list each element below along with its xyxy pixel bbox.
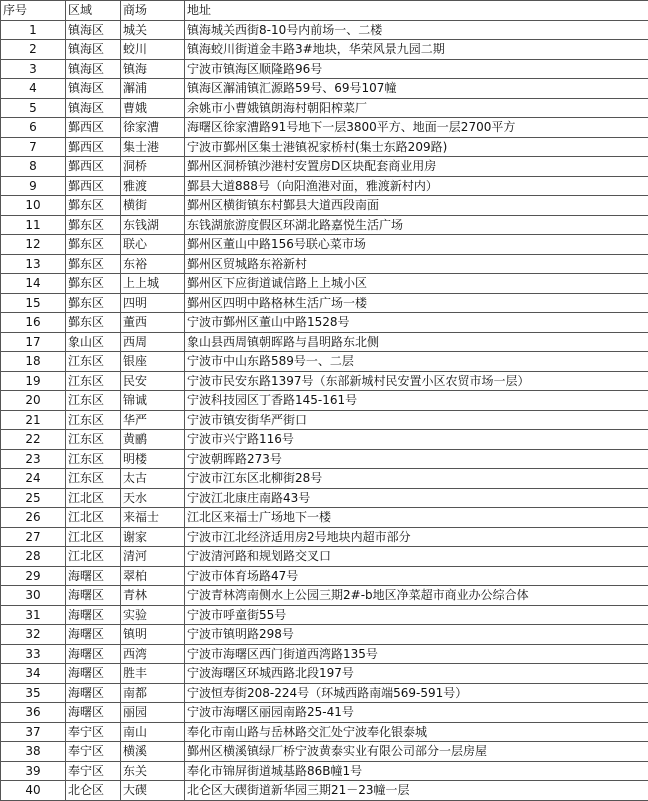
cell-mall: 银座 bbox=[121, 352, 185, 372]
cell-address: 宁波清河路和规划路交叉口 bbox=[185, 547, 648, 567]
cell-index: 7 bbox=[1, 137, 66, 157]
table-row bbox=[1, 683, 648, 703]
cell-district: 海曙区 bbox=[66, 586, 121, 606]
cell-address: 余姚市小曹娥镇朗海村朝阳榨菜厂 bbox=[185, 98, 648, 118]
cell-index: 27 bbox=[1, 527, 66, 547]
cell-address: 鄞州区洞桥镇沙港村安置房D区块配套商业用房 bbox=[185, 157, 648, 177]
cell-address: 镇海蛟川街道金丰路3#地块，华荣风景九园二期 bbox=[185, 40, 648, 60]
cell-mall: 来福士 bbox=[121, 508, 185, 528]
cell-index: 2 bbox=[1, 40, 66, 60]
cell-district: 江东区 bbox=[66, 449, 121, 469]
cell-district: 江东区 bbox=[66, 371, 121, 391]
cell-address: 宁波科技园区丁香路145-161号 bbox=[185, 391, 648, 411]
cell-mall: 董西 bbox=[121, 313, 185, 333]
cell-district: 镇海区 bbox=[66, 59, 121, 79]
table-row bbox=[1, 703, 648, 723]
table-row bbox=[1, 157, 648, 177]
cell-address: 宁波市海曙区西门街道西湾路135号 bbox=[185, 644, 648, 664]
cell-mall: 实验 bbox=[121, 605, 185, 625]
cell-address: 宁波市江北经济适用房2号地块内超市部分 bbox=[185, 527, 648, 547]
cell-mall: 东裕 bbox=[121, 254, 185, 274]
cell-address: 宁波市江东区北柳街28号 bbox=[185, 469, 648, 489]
cell-mall: 西湾 bbox=[121, 644, 185, 664]
cell-address: 象山县西周镇朝晖路与昌明路东北侧 bbox=[185, 332, 648, 352]
cell-index: 13 bbox=[1, 254, 66, 274]
cell-index: 6 bbox=[1, 118, 66, 138]
cell-mall: 南都 bbox=[121, 683, 185, 703]
cell-index: 39 bbox=[1, 761, 66, 781]
cell-address: 宁波市海曙区丽园南路25-41号 bbox=[185, 703, 648, 723]
cell-district: 鄞东区 bbox=[66, 274, 121, 294]
cell-index: 8 bbox=[1, 157, 66, 177]
table-row bbox=[1, 547, 648, 567]
cell-district: 镇海区 bbox=[66, 79, 121, 99]
table-row bbox=[1, 605, 648, 625]
cell-mall: 徐家漕 bbox=[121, 118, 185, 138]
cell-district: 镇海区 bbox=[66, 40, 121, 60]
cell-district: 海曙区 bbox=[66, 703, 121, 723]
cell-address: 奉化市锦屏街道城基路86B幢1号 bbox=[185, 761, 648, 781]
cell-index: 23 bbox=[1, 449, 66, 469]
table-row bbox=[1, 625, 648, 645]
cell-mall: 华严 bbox=[121, 410, 185, 430]
cell-index: 21 bbox=[1, 410, 66, 430]
table-row bbox=[1, 215, 648, 235]
cell-mall: 丽园 bbox=[121, 703, 185, 723]
cell-index: 4 bbox=[1, 79, 66, 99]
cell-district: 海曙区 bbox=[66, 664, 121, 684]
header-row bbox=[1, 1, 648, 21]
cell-address: 海曙区徐家漕路91号地下一层3800平方、地面一层2700平方 bbox=[185, 118, 648, 138]
cell-mall: 胜丰 bbox=[121, 664, 185, 684]
table-row bbox=[1, 391, 648, 411]
cell-address: 宁波市镇明路298号 bbox=[185, 625, 648, 645]
cell-mall: 城关 bbox=[121, 20, 185, 40]
cell-index: 9 bbox=[1, 176, 66, 196]
cell-mall: 清河 bbox=[121, 547, 185, 567]
cell-index: 31 bbox=[1, 605, 66, 625]
table-row bbox=[1, 59, 648, 79]
cell-address: 北仑区大碶街道新华园三期21－23幢一层 bbox=[185, 781, 648, 801]
cell-index: 32 bbox=[1, 625, 66, 645]
cell-district: 奉宁区 bbox=[66, 742, 121, 762]
cell-index: 37 bbox=[1, 722, 66, 742]
cell-mall: 西周 bbox=[121, 332, 185, 352]
table-row bbox=[1, 527, 648, 547]
cell-address: 宁波市鄞州区董山中路1528号 bbox=[185, 313, 648, 333]
table-row bbox=[1, 176, 648, 196]
cell-address: 宁波市呼童街55号 bbox=[185, 605, 648, 625]
cell-address: 镇海区澥浦镇汇源路59号、69号107幢 bbox=[185, 79, 648, 99]
cell-address: 宁波恒寿街208-224号（环城西路南端569-591号） bbox=[185, 683, 648, 703]
cell-address: 宁波海曙区环城西路北段197号 bbox=[185, 664, 648, 684]
cell-address: 镇海城关西街8-10号内前场一、二楼 bbox=[185, 20, 648, 40]
table-row bbox=[1, 40, 648, 60]
cell-address: 宁波市体育场路47号 bbox=[185, 566, 648, 586]
cell-district: 江北区 bbox=[66, 547, 121, 567]
cell-district: 鄞西区 bbox=[66, 176, 121, 196]
cell-district: 奉宁区 bbox=[66, 761, 121, 781]
cell-index: 30 bbox=[1, 586, 66, 606]
table-row bbox=[1, 79, 648, 99]
cell-district: 镇海区 bbox=[66, 98, 121, 118]
cell-district: 北仑区 bbox=[66, 781, 121, 801]
table-row bbox=[1, 449, 648, 469]
cell-address: 鄞州区董山中路156号联心菜市场 bbox=[185, 235, 648, 255]
cell-district: 鄞西区 bbox=[66, 137, 121, 157]
header-index: 序号 bbox=[1, 1, 66, 21]
cell-district: 鄞东区 bbox=[66, 215, 121, 235]
cell-address: 宁波市镇安街华严街口 bbox=[185, 410, 648, 430]
cell-mall: 镇明 bbox=[121, 625, 185, 645]
cell-index: 36 bbox=[1, 703, 66, 723]
cell-district: 海曙区 bbox=[66, 644, 121, 664]
cell-index: 24 bbox=[1, 469, 66, 489]
table-row bbox=[1, 20, 648, 40]
cell-district: 鄞西区 bbox=[66, 118, 121, 138]
table-row bbox=[1, 371, 648, 391]
table-row bbox=[1, 430, 648, 450]
cell-mall: 翠柏 bbox=[121, 566, 185, 586]
table-row bbox=[1, 742, 648, 762]
cell-mall: 民安 bbox=[121, 371, 185, 391]
cell-address: 宁波市鄞州区集士港镇祝家桥村(集士东路209路) bbox=[185, 137, 648, 157]
cell-district: 鄞东区 bbox=[66, 235, 121, 255]
cell-index: 35 bbox=[1, 683, 66, 703]
header-district: 区域 bbox=[66, 1, 121, 21]
cell-address: 鄞县大道888号（向阳渔港对面，雅渡新村内） bbox=[185, 176, 648, 196]
cell-address: 鄞州区横街镇东村鄞县大道西段南面 bbox=[185, 196, 648, 216]
cell-district: 江东区 bbox=[66, 352, 121, 372]
cell-address: 东钱湖旅游度假区环湖北路嘉悦生活广场 bbox=[185, 215, 648, 235]
cell-mall: 上上城 bbox=[121, 274, 185, 294]
table-row bbox=[1, 274, 648, 294]
cell-mall: 洞桥 bbox=[121, 157, 185, 177]
cell-address: 宁波市民安东路1397号（东部新城村民安置小区农贸市场一层） bbox=[185, 371, 648, 391]
cell-mall: 天水 bbox=[121, 488, 185, 508]
cell-address: 宁波市兴宁路116号 bbox=[185, 430, 648, 450]
cell-mall: 镇海 bbox=[121, 59, 185, 79]
cell-mall: 集士港 bbox=[121, 137, 185, 157]
cell-index: 14 bbox=[1, 274, 66, 294]
cell-district: 海曙区 bbox=[66, 605, 121, 625]
cell-address: 宁波江北康庄南路43号 bbox=[185, 488, 648, 508]
cell-mall: 明楼 bbox=[121, 449, 185, 469]
table-row bbox=[1, 761, 648, 781]
cell-district: 海曙区 bbox=[66, 566, 121, 586]
cell-district: 鄞东区 bbox=[66, 293, 121, 313]
cell-index: 29 bbox=[1, 566, 66, 586]
table-row bbox=[1, 469, 648, 489]
cell-index: 19 bbox=[1, 371, 66, 391]
table-row bbox=[1, 196, 648, 216]
cell-index: 10 bbox=[1, 196, 66, 216]
cell-address: 宁波朝晖路273号 bbox=[185, 449, 648, 469]
table-row bbox=[1, 293, 648, 313]
cell-mall: 太古 bbox=[121, 469, 185, 489]
cell-index: 38 bbox=[1, 742, 66, 762]
table-row bbox=[1, 410, 648, 430]
table-row bbox=[1, 332, 648, 352]
cell-mall: 东钱湖 bbox=[121, 215, 185, 235]
cell-mall: 雅渡 bbox=[121, 176, 185, 196]
cell-address: 奉化市南山路与岳林路交汇处宁波奉化银泰城 bbox=[185, 722, 648, 742]
cell-district: 鄞东区 bbox=[66, 196, 121, 216]
cell-index: 16 bbox=[1, 313, 66, 333]
table-row bbox=[1, 254, 648, 274]
cell-district: 海曙区 bbox=[66, 625, 121, 645]
table-row bbox=[1, 644, 648, 664]
cell-index: 25 bbox=[1, 488, 66, 508]
cell-address: 鄞州区横溪镇绿厂桥宁波黄泰实业有限公司部分一层房屋 bbox=[185, 742, 648, 762]
cell-index: 28 bbox=[1, 547, 66, 567]
cell-mall: 青林 bbox=[121, 586, 185, 606]
cell-address: 宁波青林湾南侧水上公园三期2#-b地区净菜超市商业办公综合体 bbox=[185, 586, 648, 606]
cell-index: 12 bbox=[1, 235, 66, 255]
cell-mall: 横溪 bbox=[121, 742, 185, 762]
header-address: 地址 bbox=[185, 1, 648, 21]
header-mall: 商场 bbox=[121, 1, 185, 21]
cell-district: 江东区 bbox=[66, 410, 121, 430]
cell-index: 17 bbox=[1, 332, 66, 352]
cell-mall: 南山 bbox=[121, 722, 185, 742]
cell-mall: 澥浦 bbox=[121, 79, 185, 99]
table-row bbox=[1, 508, 648, 528]
cell-mall: 黄鹂 bbox=[121, 430, 185, 450]
table-body bbox=[1, 20, 648, 800]
cell-index: 3 bbox=[1, 59, 66, 79]
cell-mall: 联心 bbox=[121, 235, 185, 255]
table-row bbox=[1, 722, 648, 742]
table-row bbox=[1, 586, 648, 606]
cell-mall: 锦诚 bbox=[121, 391, 185, 411]
cell-district: 鄞东区 bbox=[66, 254, 121, 274]
cell-mall: 横街 bbox=[121, 196, 185, 216]
cell-index: 34 bbox=[1, 664, 66, 684]
cell-district: 江东区 bbox=[66, 391, 121, 411]
cell-address: 宁波市中山东路589号一、二层 bbox=[185, 352, 648, 372]
cell-address: 鄞州区贸城路东裕新村 bbox=[185, 254, 648, 274]
cell-mall: 四明 bbox=[121, 293, 185, 313]
table-row bbox=[1, 664, 648, 684]
cell-mall: 大碶 bbox=[121, 781, 185, 801]
cell-district: 江东区 bbox=[66, 430, 121, 450]
cell-district: 江北区 bbox=[66, 488, 121, 508]
cell-district: 镇海区 bbox=[66, 20, 121, 40]
table-row bbox=[1, 313, 648, 333]
cell-district: 海曙区 bbox=[66, 683, 121, 703]
cell-index: 33 bbox=[1, 644, 66, 664]
cell-district: 江东区 bbox=[66, 469, 121, 489]
cell-address: 江北区来福士广场地下一楼 bbox=[185, 508, 648, 528]
table-row bbox=[1, 235, 648, 255]
cell-index: 11 bbox=[1, 215, 66, 235]
cell-district: 象山区 bbox=[66, 332, 121, 352]
table-row bbox=[1, 566, 648, 586]
cell-mall: 谢家 bbox=[121, 527, 185, 547]
cell-index: 15 bbox=[1, 293, 66, 313]
cell-address: 宁波市镇海区顺隆路96号 bbox=[185, 59, 648, 79]
cell-mall: 东关 bbox=[121, 761, 185, 781]
cell-index: 22 bbox=[1, 430, 66, 450]
cell-index: 5 bbox=[1, 98, 66, 118]
cell-index: 26 bbox=[1, 508, 66, 528]
cell-mall: 曹娥 bbox=[121, 98, 185, 118]
table-row bbox=[1, 352, 648, 372]
cell-address: 鄞州区四明中路格林生活广场一楼 bbox=[185, 293, 648, 313]
cell-district: 江北区 bbox=[66, 527, 121, 547]
table-row bbox=[1, 118, 648, 138]
table-row bbox=[1, 137, 648, 157]
cell-mall: 蛟川 bbox=[121, 40, 185, 60]
cell-index: 20 bbox=[1, 391, 66, 411]
table-row bbox=[1, 98, 648, 118]
cell-district: 鄞西区 bbox=[66, 157, 121, 177]
cell-index: 40 bbox=[1, 781, 66, 801]
table-row bbox=[1, 781, 648, 801]
cell-district: 奉宁区 bbox=[66, 722, 121, 742]
cell-index: 1 bbox=[1, 20, 66, 40]
table-row bbox=[1, 488, 648, 508]
cell-index: 18 bbox=[1, 352, 66, 372]
cell-address: 鄞州区下应街道诚信路上上城小区 bbox=[185, 274, 648, 294]
cell-district: 鄞东区 bbox=[66, 313, 121, 333]
cell-district: 江北区 bbox=[66, 508, 121, 528]
